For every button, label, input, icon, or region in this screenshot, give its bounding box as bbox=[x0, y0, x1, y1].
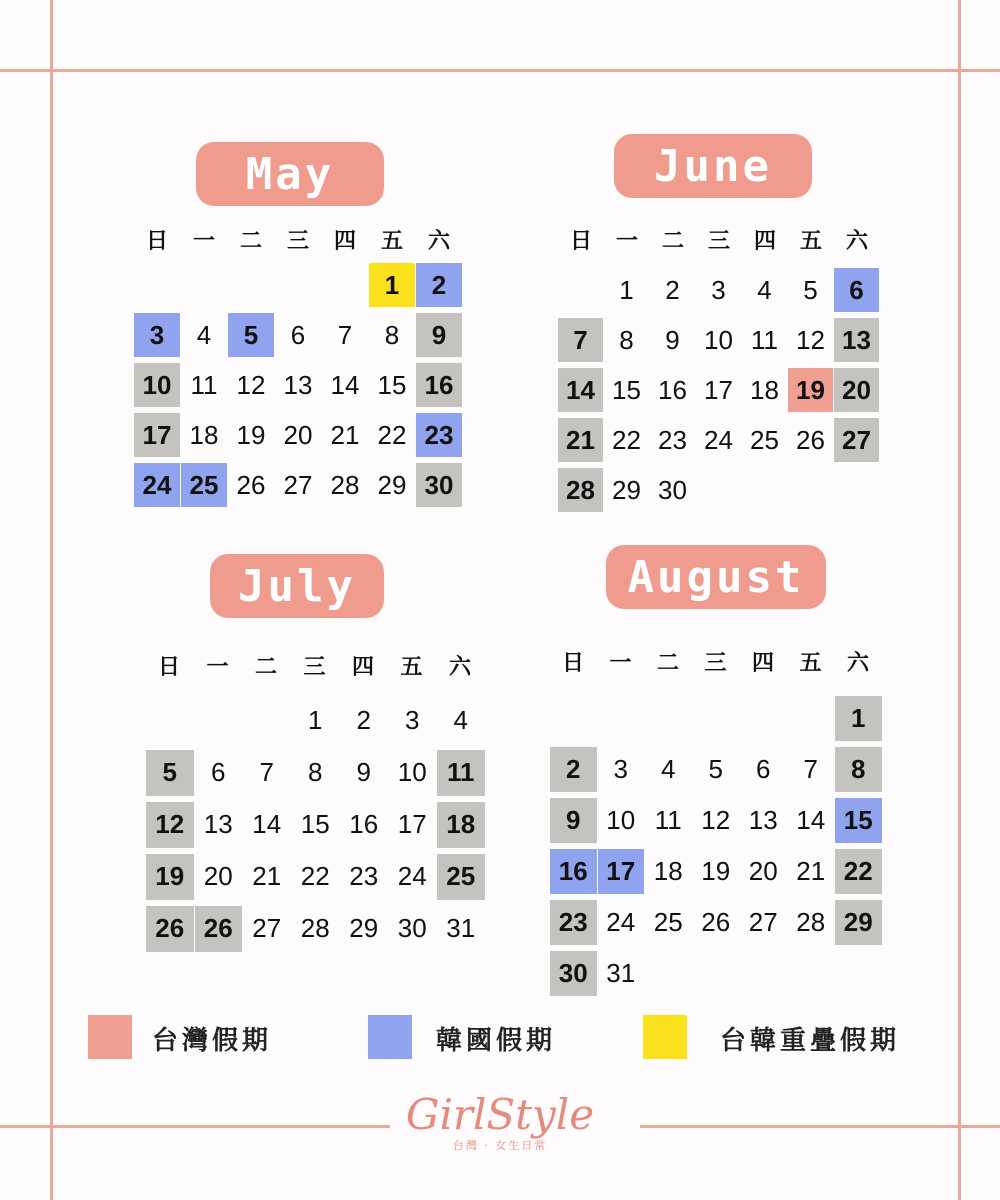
month-title-may: May bbox=[196, 142, 384, 206]
weekday-label: 六 bbox=[845, 229, 868, 254]
day-cell: 22 bbox=[843, 856, 873, 886]
day-cell: 3 bbox=[711, 275, 726, 305]
logo-tagline: 台灣 · 女生日常 bbox=[452, 1139, 548, 1152]
day-cell: 14 bbox=[330, 370, 360, 400]
frame-line-right bbox=[958, 0, 961, 1200]
day-cell: 1 bbox=[308, 705, 323, 735]
day-cell: 15 bbox=[377, 370, 407, 400]
day-cell: 14 bbox=[796, 805, 826, 835]
day-cell: 29 bbox=[349, 913, 379, 943]
weekday-label: 三 bbox=[286, 229, 309, 254]
day-cell: 16 bbox=[658, 375, 687, 405]
day-cell: 30 bbox=[397, 913, 427, 943]
day-cell: 18 bbox=[653, 856, 683, 886]
weekday-label: 五 bbox=[380, 229, 403, 254]
day-cell: 6 bbox=[290, 320, 306, 350]
day-cell: 17 bbox=[397, 809, 427, 839]
day-cell: 9 bbox=[665, 325, 680, 355]
weekday-label: 二 bbox=[656, 651, 679, 676]
day-cell: 20 bbox=[842, 375, 871, 405]
weekday-label: 五 bbox=[799, 651, 822, 676]
day-cell: 24 bbox=[397, 861, 427, 891]
weekday-label: 二 bbox=[254, 655, 277, 680]
day-cell: 29 bbox=[843, 907, 873, 937]
day-cell: 12 bbox=[796, 325, 825, 355]
weekday-label: 三 bbox=[704, 651, 727, 676]
day-cell: 18 bbox=[446, 809, 476, 839]
month-title-july: July bbox=[210, 554, 384, 618]
day-cell: 6 bbox=[849, 275, 864, 305]
frame-line-bottom-right bbox=[640, 1125, 1000, 1128]
day-cell: 7 bbox=[259, 757, 274, 787]
day-cell: 30 bbox=[558, 958, 588, 988]
legend-label-korea: 韓國假期 bbox=[436, 1026, 557, 1056]
legend-swatch-taiwan bbox=[88, 1015, 132, 1059]
day-cell: 20 bbox=[283, 420, 313, 450]
weekday-label: 日 bbox=[569, 229, 592, 254]
month-title-august: August bbox=[606, 545, 826, 609]
day-cell: 5 bbox=[708, 754, 723, 784]
weekday-label: 五 bbox=[400, 655, 423, 680]
day-cell: 26 bbox=[236, 470, 266, 500]
weekday-label: 四 bbox=[751, 651, 774, 676]
day-cell: 7 bbox=[573, 325, 588, 355]
weekday-label: 二 bbox=[239, 229, 262, 254]
day-cell: 17 bbox=[704, 375, 733, 405]
day-cell: 16 bbox=[349, 809, 379, 839]
weekday-label: 一 bbox=[192, 229, 215, 254]
day-cell: 25 bbox=[750, 425, 779, 455]
day-cell: 21 bbox=[330, 420, 360, 450]
weekday-label: 三 bbox=[707, 229, 730, 254]
day-cell: 17 bbox=[606, 856, 636, 886]
day-cell: 5 bbox=[243, 320, 259, 350]
day-cell: 14 bbox=[566, 375, 595, 405]
day-cell: 20 bbox=[748, 856, 778, 886]
day-cell: 13 bbox=[283, 370, 313, 400]
day-cell: 19 bbox=[796, 375, 825, 405]
legend-swatch-korea bbox=[368, 1015, 412, 1059]
day-cell: 4 bbox=[757, 275, 772, 305]
day-cell: 13 bbox=[842, 325, 871, 355]
weekday-label: 二 bbox=[661, 229, 684, 254]
weekday-label: 一 bbox=[206, 655, 229, 680]
day-cell: 8 bbox=[384, 320, 400, 350]
day-cell: 14 bbox=[252, 809, 282, 839]
weekday-label: 四 bbox=[351, 655, 374, 680]
weekday-label: 五 bbox=[799, 229, 822, 254]
day-cell: 31 bbox=[446, 913, 476, 943]
day-cell: 11 bbox=[751, 325, 778, 355]
day-cell: 9 bbox=[566, 805, 581, 835]
legend-swatch-overlap bbox=[643, 1015, 687, 1059]
day-cell: 27 bbox=[842, 425, 871, 455]
day-cell: 21 bbox=[566, 425, 595, 455]
day-cell: 3 bbox=[405, 705, 420, 735]
day-cell: 9 bbox=[431, 320, 447, 350]
day-cell: 5 bbox=[803, 275, 818, 305]
day-cell: 19 bbox=[236, 420, 266, 450]
day-cell: 10 bbox=[142, 370, 172, 400]
day-cell: 3 bbox=[613, 754, 628, 784]
day-cell: 8 bbox=[619, 325, 634, 355]
day-cell: 15 bbox=[843, 805, 873, 835]
day-cell: 19 bbox=[155, 861, 185, 891]
day-cell: 11 bbox=[447, 757, 475, 787]
day-cell: 28 bbox=[330, 470, 360, 500]
day-cell: 2 bbox=[431, 270, 447, 300]
day-cell: 13 bbox=[748, 805, 778, 835]
day-cell: 1 bbox=[384, 270, 400, 300]
day-cell: 15 bbox=[612, 375, 641, 405]
day-cell: 9 bbox=[356, 757, 371, 787]
day-cell: 24 bbox=[142, 470, 172, 500]
day-cell: 27 bbox=[283, 470, 313, 500]
day-cell: 22 bbox=[300, 861, 330, 891]
day-cell: 22 bbox=[612, 425, 641, 455]
day-cell: 7 bbox=[337, 320, 353, 350]
girlstyle-logo bbox=[400, 1090, 600, 1153]
day-cell: 1 bbox=[619, 275, 634, 305]
weekday-label: 日 bbox=[561, 651, 584, 676]
weekday-label: 四 bbox=[753, 229, 776, 254]
day-cell: 16 bbox=[424, 370, 454, 400]
weekday-label: 四 bbox=[333, 229, 356, 254]
day-cell: 21 bbox=[252, 861, 282, 891]
day-cell: 31 bbox=[606, 958, 636, 988]
day-cell: 28 bbox=[796, 907, 826, 937]
day-cell: 22 bbox=[377, 420, 407, 450]
day-cell: 13 bbox=[203, 809, 233, 839]
day-cell: 25 bbox=[446, 861, 476, 891]
day-cell: 8 bbox=[851, 754, 866, 784]
day-cell: 15 bbox=[300, 809, 330, 839]
frame-line-left bbox=[50, 0, 53, 1200]
day-cell: 17 bbox=[142, 420, 172, 450]
day-cell: 26 bbox=[155, 913, 185, 943]
frame-line-bottom-left bbox=[0, 1125, 390, 1128]
day-cell: 27 bbox=[252, 913, 282, 943]
day-cell: 4 bbox=[196, 320, 212, 350]
day-cell: 11 bbox=[654, 805, 682, 835]
day-cell: 2 bbox=[665, 275, 680, 305]
day-cell: 25 bbox=[653, 907, 683, 937]
day-cell: 18 bbox=[189, 420, 219, 450]
day-cell: 23 bbox=[558, 907, 588, 937]
frame-line-top bbox=[0, 69, 1000, 72]
day-cell: 2 bbox=[566, 754, 581, 784]
weekday-label: 一 bbox=[615, 229, 638, 254]
day-cell: 12 bbox=[701, 805, 731, 835]
month-title-june: June bbox=[614, 134, 812, 198]
weekday-label: 六 bbox=[448, 655, 471, 680]
day-cell: 6 bbox=[756, 754, 771, 784]
day-cell: 19 bbox=[701, 856, 731, 886]
day-cell: 29 bbox=[377, 470, 407, 500]
day-cell: 18 bbox=[750, 375, 779, 405]
day-cell: 30 bbox=[658, 475, 687, 505]
day-cell: 10 bbox=[606, 805, 636, 835]
weekday-label: 三 bbox=[303, 655, 326, 680]
day-cell: 26 bbox=[796, 425, 825, 455]
day-cell: 10 bbox=[397, 757, 427, 787]
legend-label-taiwan: 台灣假期 bbox=[152, 1026, 273, 1056]
day-cell: 11 bbox=[190, 370, 218, 400]
day-cell: 2 bbox=[356, 705, 371, 735]
day-cell: 28 bbox=[300, 913, 330, 943]
weekday-label: 日 bbox=[157, 655, 180, 680]
day-cell: 24 bbox=[606, 907, 636, 937]
legend-label-overlap: 台韓重疊假期 bbox=[720, 1026, 901, 1056]
day-cell: 12 bbox=[155, 809, 185, 839]
day-cell: 6 bbox=[211, 757, 226, 787]
logo-wordmark: GirlStyle bbox=[405, 1090, 595, 1139]
day-cell: 26 bbox=[701, 907, 731, 937]
day-cell: 23 bbox=[424, 420, 454, 450]
day-cell: 10 bbox=[704, 325, 733, 355]
weekday-label: 日 bbox=[145, 229, 168, 254]
day-cell: 8 bbox=[308, 757, 323, 787]
day-cell: 25 bbox=[189, 470, 219, 500]
day-cell: 23 bbox=[658, 425, 687, 455]
day-cell: 21 bbox=[796, 856, 826, 886]
day-cell: 16 bbox=[558, 856, 588, 886]
weekday-label: 六 bbox=[846, 651, 869, 676]
day-cell: 12 bbox=[236, 370, 266, 400]
day-cell: 1 bbox=[851, 703, 866, 733]
weekday-label: 六 bbox=[427, 229, 450, 254]
weekday-label: 一 bbox=[609, 651, 632, 676]
day-cell: 20 bbox=[203, 861, 233, 891]
day-cell: 3 bbox=[149, 320, 165, 350]
day-cell: 4 bbox=[661, 754, 676, 784]
day-cell: 26 bbox=[203, 913, 233, 943]
day-cell: 28 bbox=[566, 475, 595, 505]
day-cell: 23 bbox=[349, 861, 379, 891]
day-cell: 24 bbox=[704, 425, 733, 455]
day-cell: 29 bbox=[612, 475, 641, 505]
day-cell: 7 bbox=[803, 754, 818, 784]
day-cell: 30 bbox=[424, 470, 454, 500]
day-cell: 4 bbox=[453, 705, 468, 735]
day-cell: 27 bbox=[748, 907, 778, 937]
day-cell: 5 bbox=[162, 757, 177, 787]
